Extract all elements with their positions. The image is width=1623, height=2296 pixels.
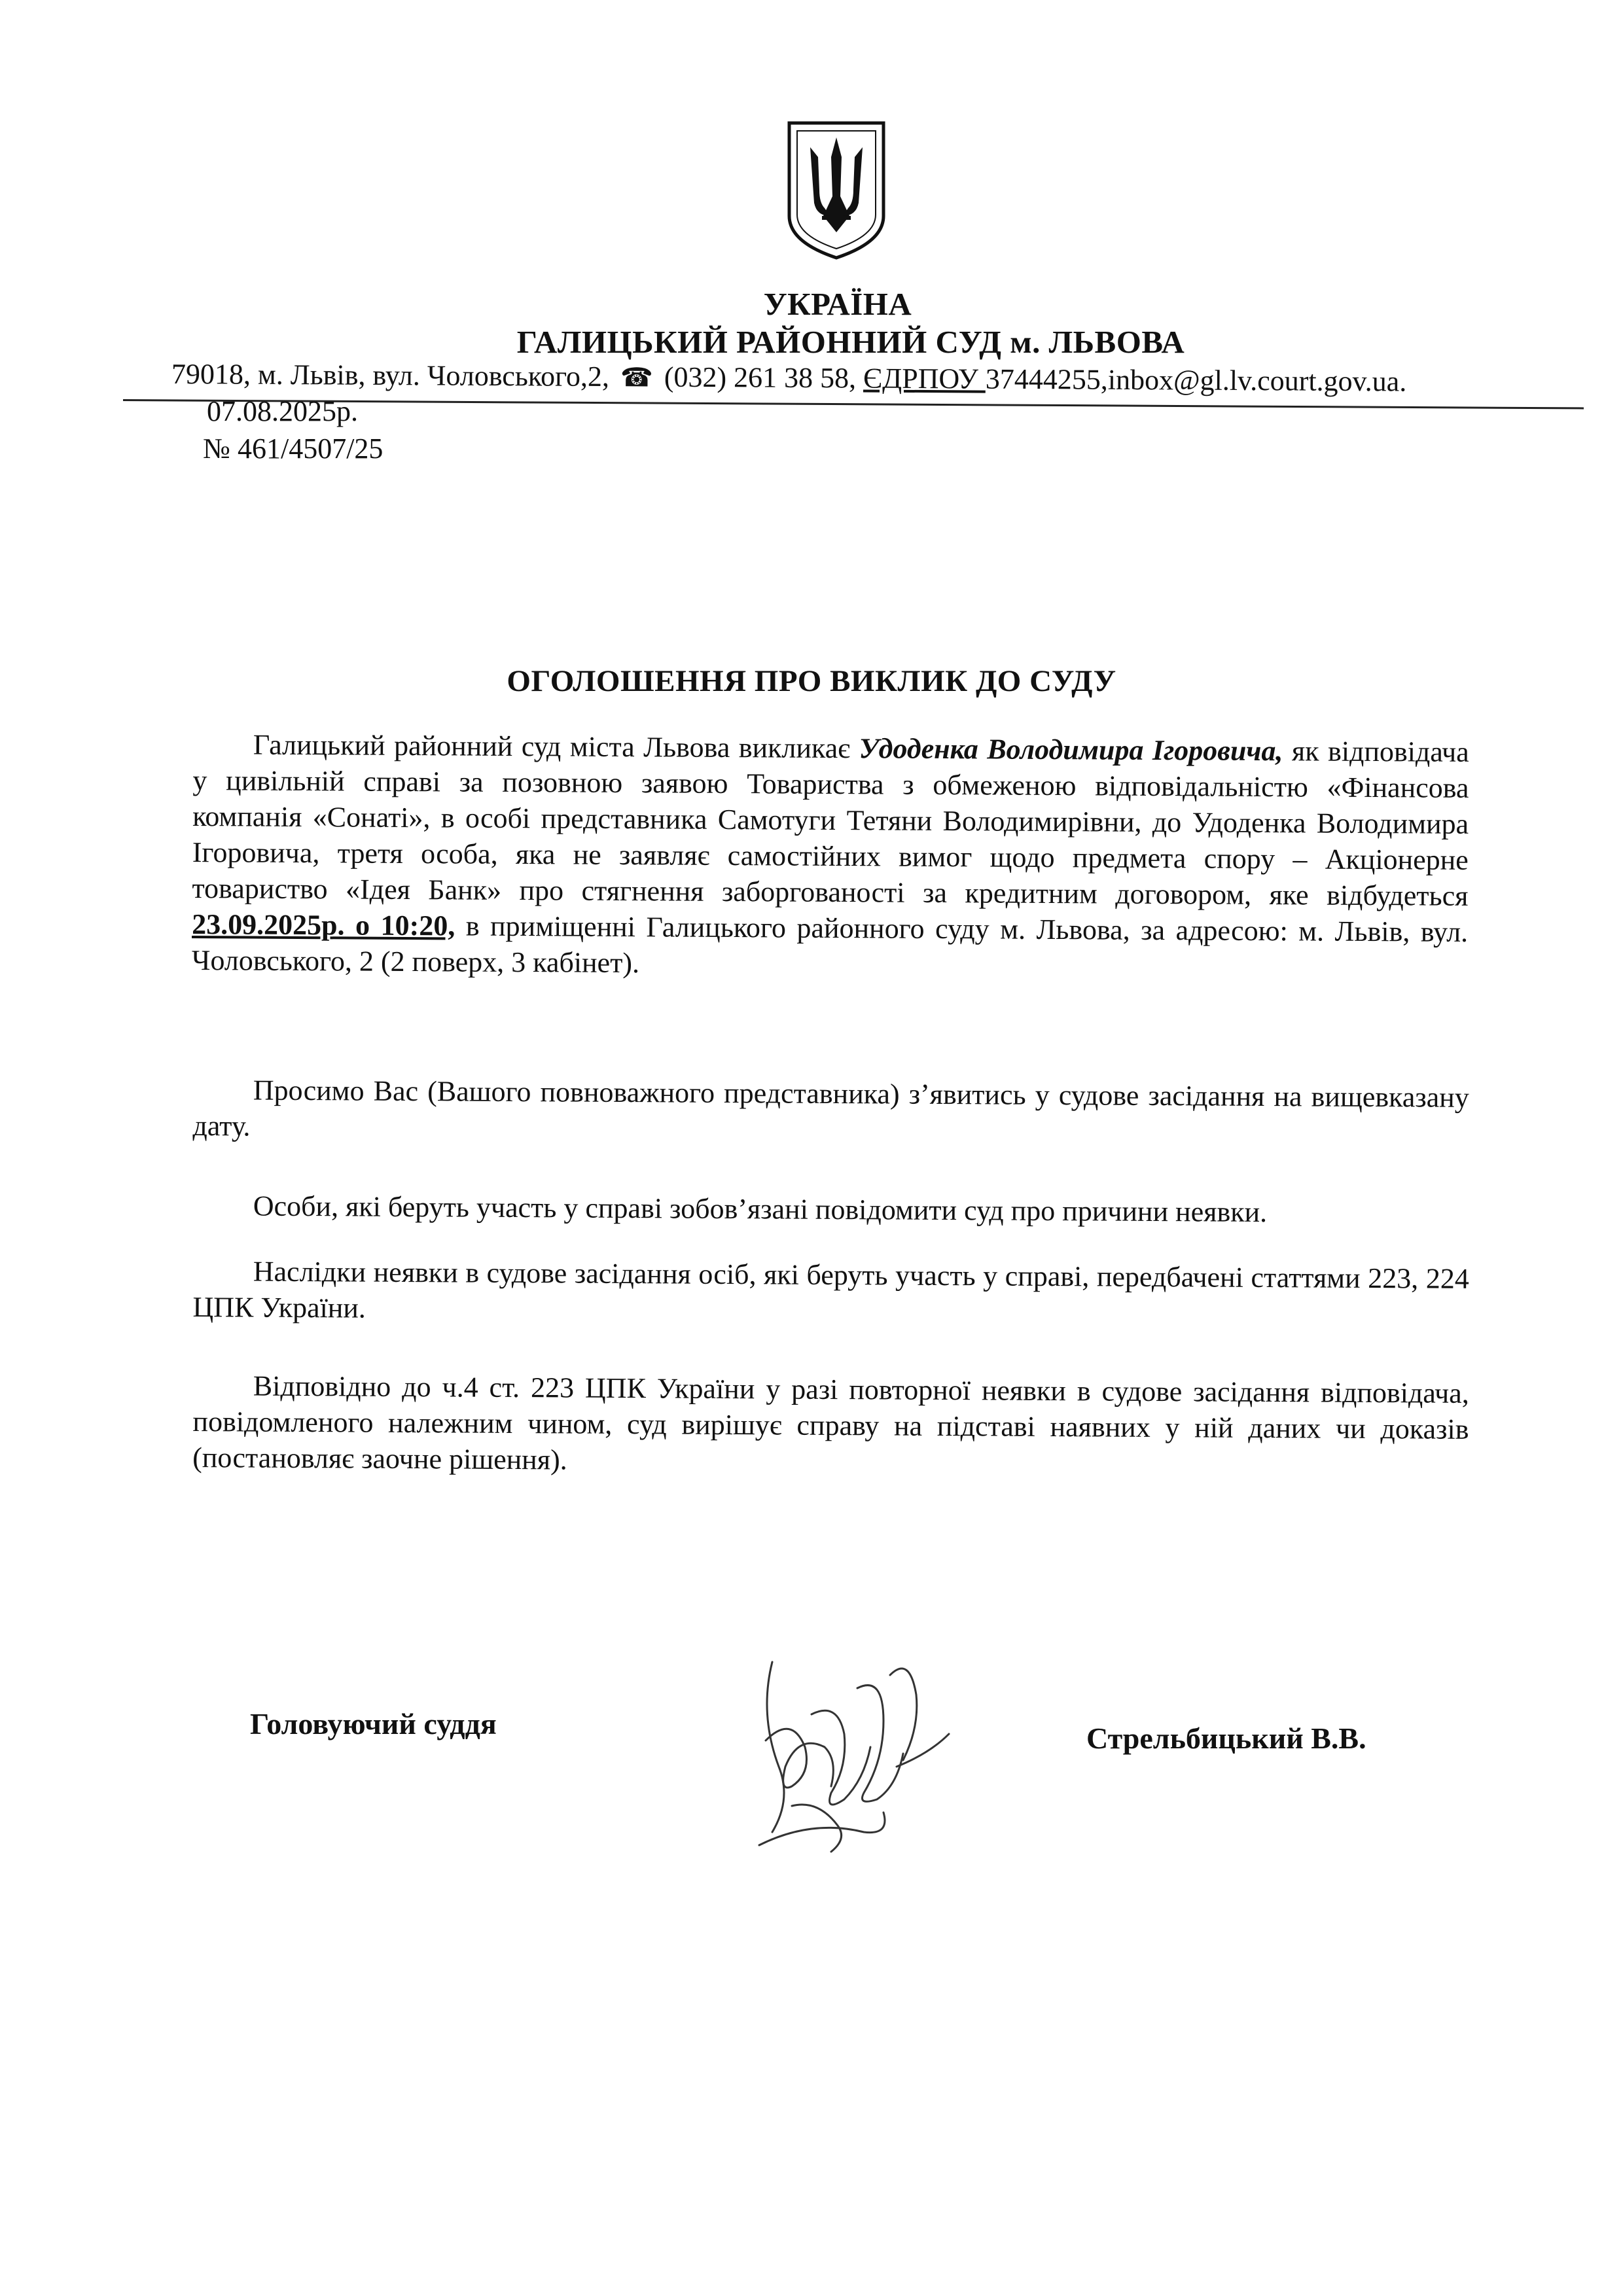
coat-of-arms-icon (784, 118, 889, 262)
paragraph-request-appear: Просимо Вас (Вашого повноважного представника) з’явитись у судове засідання на вищевказану дату. (192, 1074, 1469, 1142)
court-heading: ГАЛИЦЬКИЙ РАЙОННИЙ СУД м. ЛЬВОВА (516, 324, 1185, 360)
edrpou-and-email: 37444255,inbox@gl.lv.court.gov.ua. (985, 362, 1407, 398)
presiding-judge-label: Головуючий суддя (250, 1707, 497, 1740)
paragraph-summons (192, 726, 1469, 986)
defendant-name: Удоденка Володимира Ігоровича, (859, 732, 1283, 768)
paragraph-legal-basis: Відповідно до ч.4 ст. 223 ЦПК України у разі повторної неявки в судове засідання відповідача, повідомленого належним чином, суд вирішує справу на підставі наявних у ній даних чи доказів (постановляє заочне рішення). (192, 1369, 1469, 1476)
notice-title: ОГОЛОШЕННЯ ПРО ВИКЛИК ДО СУДУ (507, 664, 1116, 698)
judge-name: Стрельбицький В.В. (1086, 1722, 1366, 1755)
summons-location: в приміщенні Галицького районного суду м. Львова, за адресою: м. Львів, вул. Чоловського, 2 (2 поверх, 3 кабінет). (191, 910, 1469, 980)
judge-signature (733, 1636, 962, 1871)
hearing-datetime: 23.09.2025р. о 10:20, (192, 908, 455, 942)
document-date: 07.08.2025р. (207, 395, 358, 427)
telephone-icon: ☎ (620, 362, 653, 393)
phone-number: (032) 261 38 58, (664, 361, 857, 395)
paragraph-consequences: Наслідки неявки в судове засідання осіб, які беруть участь у справі, передбачені статтями 223, 224 ЦПК України. (192, 1255, 1469, 1324)
summons-intro: Галицький районний суд міста Львова викликає (253, 728, 859, 765)
summons-details: як відповідача у цивільній справі за позовною заявою Товариства з обмеженою відповідальністю «Фінансова компанія «Сонаті», в особі представника Самотуги Тетяни Володимирівни, до Удоденка Володимира Ігоровича, третя особа, яка не заявляє самостійних вимог щодо предмета спору – Акціонерне товариство «Ідея Банк» про стягнення заборгованості за кредитним договором, яке відбудеться (192, 735, 1469, 912)
country-heading: УКРАЇНА (763, 286, 912, 322)
edrpou-label: ЄДРПОУ (863, 362, 986, 395)
case-number: № 461/4507/25 (203, 433, 383, 465)
address-text: 79018, м. Львів, вул. Чоловського,2, (171, 358, 610, 393)
paragraph-obligation: Особи, які беруть участь у справі зобов’язані повідомити суд про причини неявки. (253, 1190, 1268, 1229)
court-address-line (171, 357, 1407, 398)
